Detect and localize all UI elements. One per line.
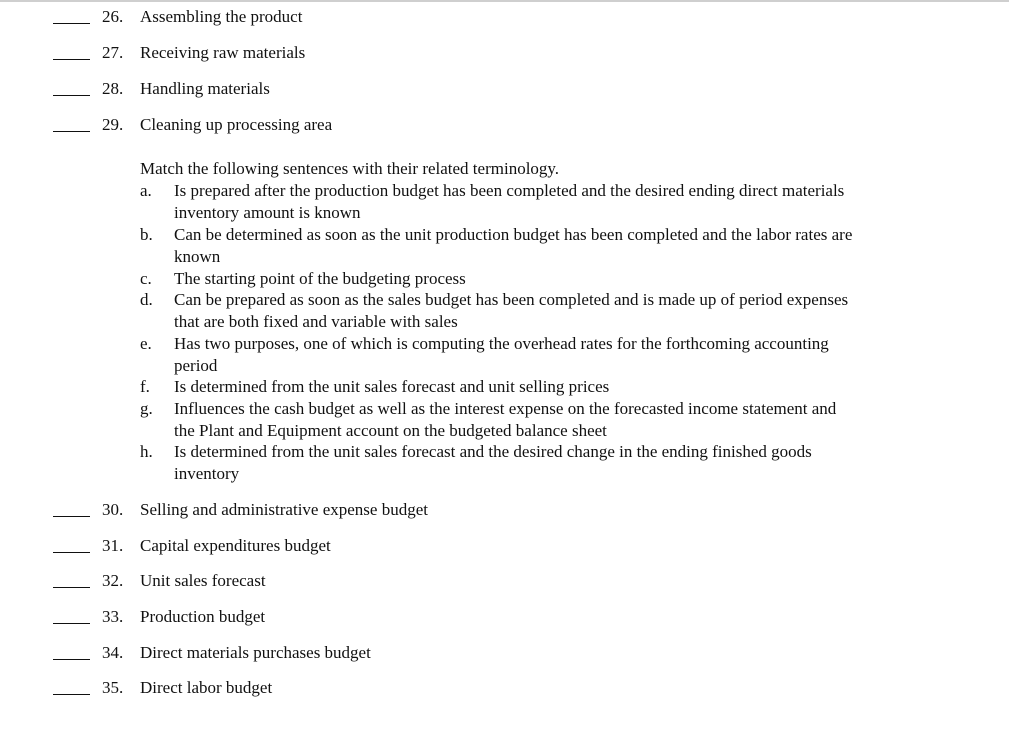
question-31: [0, 535, 900, 557]
question-34: [0, 642, 900, 664]
question-text: Selling and administrative expense budget: [140, 500, 428, 519]
question-text: Capital expenditures budget: [140, 536, 331, 555]
option-text: Can be determined as soon as the unit production budget has been completed and the labor rates are known: [174, 225, 853, 266]
question-number: 33.: [102, 607, 124, 626]
question-number: 31.: [102, 536, 124, 555]
answer-blank[interactable]: [53, 552, 90, 553]
question-number: 28.: [102, 79, 124, 98]
option-text: Can be prepared as soon as the sales budget has been completed and is made up of period expenses that are both fixed and variable with sales: [174, 290, 849, 331]
option-letter: g.: [140, 399, 153, 418]
question-text: Cleaning up processing area: [140, 115, 333, 134]
question-number: 27.: [102, 43, 124, 62]
question-28: [0, 78, 900, 100]
question-text: Direct materials purchases budget: [140, 643, 371, 662]
option-text: The starting point of the budgeting process: [174, 269, 466, 288]
question-32: [0, 570, 900, 592]
option-text: Is determined from the unit sales forecast and unit selling prices: [174, 377, 610, 396]
answer-blank[interactable]: [53, 23, 90, 24]
question-33: [0, 606, 900, 628]
answer-blank[interactable]: [53, 59, 90, 60]
answer-blank[interactable]: [53, 587, 90, 588]
option-letter: h.: [140, 442, 153, 461]
answer-blank[interactable]: [53, 516, 90, 517]
question-number: 26.: [102, 7, 124, 26]
question-number: 30.: [102, 500, 124, 519]
question-text: Assembling the product: [140, 7, 303, 26]
option-letter: c.: [140, 269, 152, 288]
question-27: [0, 42, 900, 64]
option-letter: f.: [140, 377, 150, 396]
question-text: Receiving raw materials: [140, 43, 306, 62]
option-letter: d.: [140, 290, 153, 309]
option-text: Is prepared after the production budget has been completed and the desired ending direct materials inventory amount is known: [174, 181, 845, 222]
question-text: Direct labor budget: [140, 678, 273, 697]
answer-blank[interactable]: [53, 659, 90, 660]
question-number: 32.: [102, 571, 124, 590]
option-text: Has two purposes, one of which is computing the overhead rates for the forthcoming accounting period: [174, 334, 829, 375]
question-text: Production budget: [140, 607, 266, 626]
question-number: 34.: [102, 643, 124, 662]
top-divider: [0, 0, 1009, 2]
question-30: [0, 499, 900, 521]
option-letter: b.: [140, 225, 153, 244]
question-text: Unit sales forecast: [140, 571, 266, 590]
question-text: Handling materials: [140, 79, 270, 98]
matching-instruction: Match the following sentences with their related terminology.: [140, 159, 560, 178]
question-29: [0, 114, 900, 136]
question-number: 35.: [102, 678, 124, 697]
option-text: Influences the cash budget as well as the interest expense on the forecasted income statement and the Plant and Equipment account on the budgeted balance sheet: [174, 399, 837, 440]
question-35: [0, 677, 900, 699]
answer-blank[interactable]: [53, 694, 90, 695]
option-text: Is determined from the unit sales forecast and the desired change in the ending finished goods inventory: [174, 442, 812, 483]
question-26: [0, 6, 900, 28]
answer-blank[interactable]: [53, 623, 90, 624]
answer-blank[interactable]: [53, 131, 90, 132]
option-letter: a.: [140, 181, 152, 200]
question-number: 29.: [102, 115, 124, 134]
option-letter: e.: [140, 334, 152, 353]
answer-blank[interactable]: [53, 95, 90, 96]
